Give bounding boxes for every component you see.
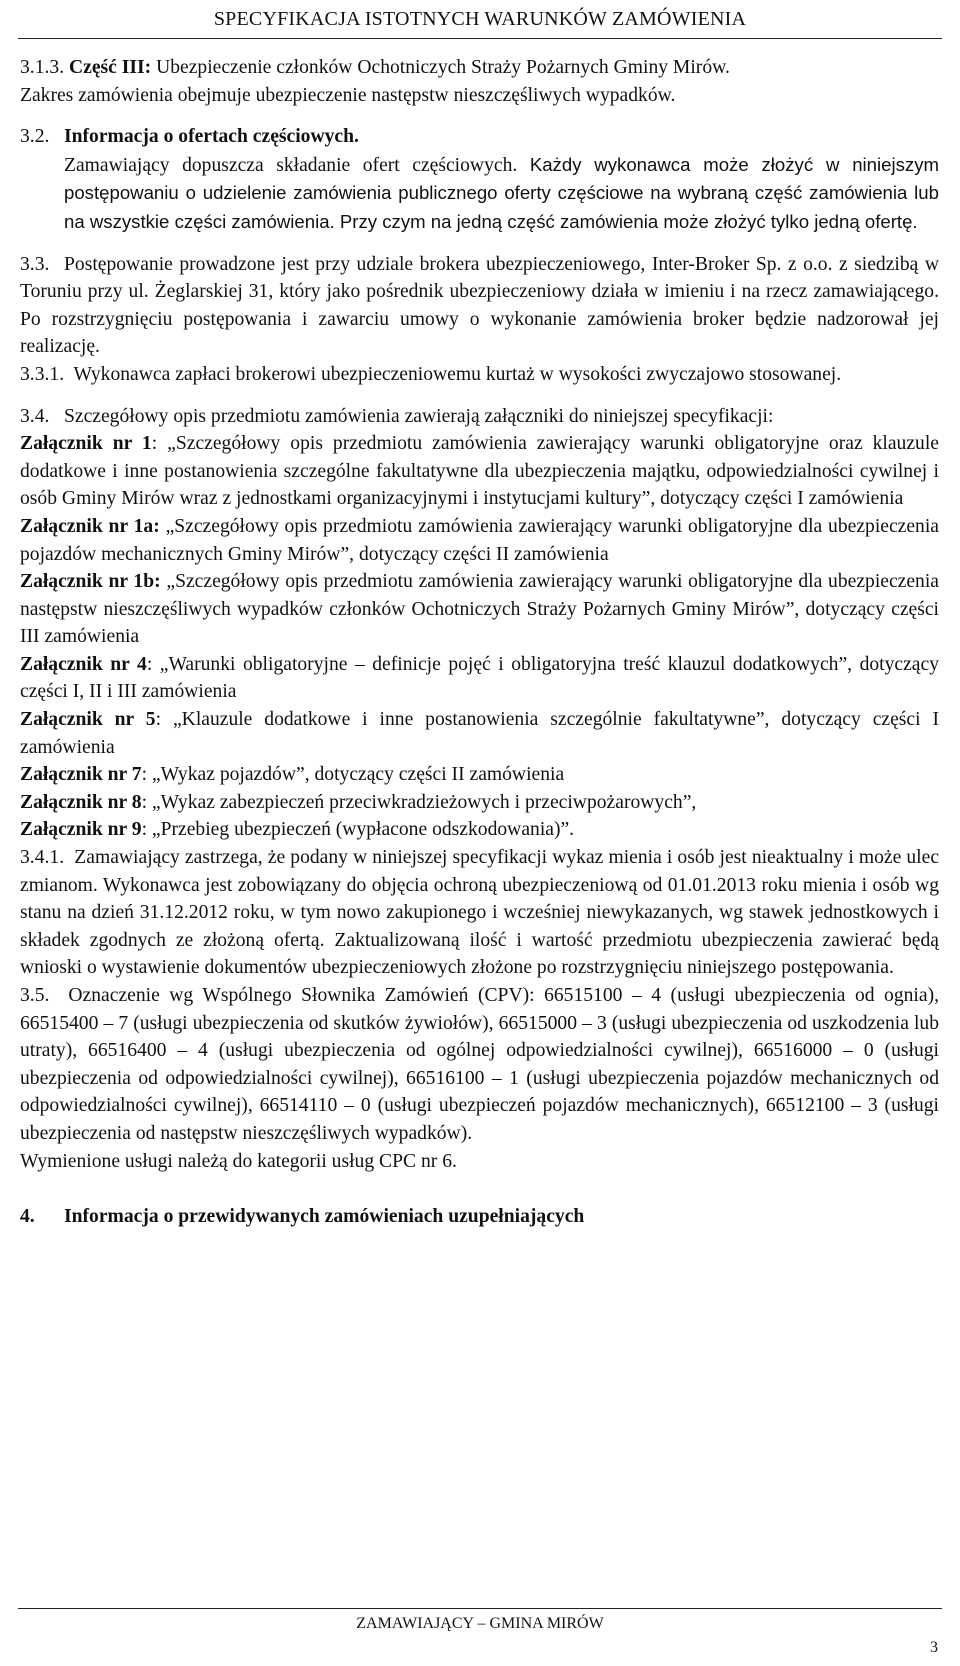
section-part-label: Część III: xyxy=(69,57,152,78)
attachment-label: Załącznik nr 1 xyxy=(20,433,152,455)
section-number: 3.5. xyxy=(20,985,50,1006)
section-text: Zamawiający dopuszcza składanie ofert częściowych. xyxy=(64,154,530,176)
section-number: 3.3.1. xyxy=(20,363,65,385)
attachment-label: Załącznik nr 7 xyxy=(20,764,142,786)
attachment-item xyxy=(20,568,939,651)
attachment-text: : „Wykaz pojazdów”, dotyczący części II zamówienia xyxy=(141,764,565,786)
attachment-label: Załącznik nr 1b: xyxy=(20,571,161,593)
attachment-label: Załącznik nr 5 xyxy=(20,709,156,731)
attachment-item xyxy=(20,761,939,789)
section-3-5 xyxy=(20,982,939,1148)
attachment-text: „Szczegółowy opis przedmiotu zamówienia zawierający warunki obligatoryjne dla ubezpieczenia następstw nieszczęśliwych wypadków członków Ochotniczych Straży Pożarnych Gminy Mirów”, dotyczący części III zamówienia xyxy=(20,571,939,648)
section-3-5-note: Wymienione usługi należą do kategorii usług CPC nr 6. xyxy=(20,1150,457,1172)
section-text: Oznaczenie wg Wspólnego Słownika Zamówień (CPV): 66515100 – 4 (usługi ubezpieczenia od ognia), 66515400 – 7 (usługi ubezpieczenia od skutków żywiołów), 66515000 – 3 (usługi ubezpieczenia od uszkodzenia lub utraty), 66516400 – 4 (usługi ubezpieczenia od ogólnej odpowiedzialności cywilnej), 66516000 – 0 (usługi ubezpieczenia od odpowiedzialności cywilnej), 66516100 – 1 (usługi ubezpieczenia pojazdów mechanicznych od odpowiedzialności cywilnej), 66514110 – 0 (usługi ubezpieczeń pojazdów mechanicznych), 66512100 – 3 (usługi ubezpieczenia od następstw nieszczęśliwych wypadków). xyxy=(20,985,939,1144)
section-title: Informacja o ofertach częściowych. xyxy=(64,126,359,148)
section-3-3 xyxy=(20,251,939,361)
attachment-item xyxy=(20,651,939,706)
section-number: 3.4. xyxy=(20,405,50,427)
attachment-text: : „Warunki obligatoryjne – definicje pojęć i obligatoryjna treść klauzul dodatkowych”, dotyczący części I, II i III zamówienia xyxy=(20,653,939,703)
section-text: Zamawiający zastrzega, że podany w niniejszej specyfikacji wykaz mienia i osób jest nieaktualny i może ulec zmianom. Wykonawca jest zobowiązany do objęcia ochroną ubezpieczeniową od 01.01.2013 roku mienia i osób wg stanu na dzień 31.12.2012 roku, w tym nowo zakupionego i wcześniej niewykazanych, wg stawek jednostkowych i składek zgodnych ze złożoną ofertą. Zaktualizowaną ilość i wartość przedmiotu ubezpieczenia zawierać będą wnioski o wystawienie dokumentów ubezpieczeniowych złożone po rozstrzygnięciu niniejszego postępowania. xyxy=(20,847,940,979)
attachment-label: Załącznik nr 1a: xyxy=(20,515,160,537)
section-3-4-intro xyxy=(20,403,939,431)
page-number: 3 xyxy=(930,1639,938,1656)
attachment-text: : „Przebieg ubezpieczeń (wypłacone odszkodowania)”. xyxy=(141,819,575,841)
attachment-text: „Szczegółowy opis przedmiotu zamówienia zawierający warunki obligatoryjne dla ubezpieczenia pojazdów mechanicznych Gminy Mirów”, dotyczący części II zamówienia xyxy=(20,515,939,565)
attachment-item xyxy=(20,789,939,817)
section-number: 3.2. xyxy=(20,126,50,148)
attachment-item xyxy=(20,430,939,513)
attachment-label: Załącznik nr 8 xyxy=(20,791,142,813)
section-text: Postępowanie prowadzone jest przy udziale brokera ubezpieczeniowego, Inter-Broker Sp. z o.o. z siedzibą w Toruniu przy ul. Żeglarskiej 31, który jako pośrednik ubezpieczeniowy działa w imieniu i na rzecz zamawiającego. Po rozstrzygnięciu postępowania i zawarciu umowy o wykonanie zamówienia broker będzie nadzorował jej realizację. xyxy=(20,253,939,358)
attachment-text: : „Szczegółowy opis przedmiotu zamówienia zawierający warunki obligatoryjne oraz klauzule dodatkowe i inne postanowienia szczególne fakultatywne dla ubezpieczenia majątku, odpowiedzialności cywilnej i osób Gminy Mirów wraz z jednostkami organizacyjnymi i instytucjami kultury”, dotyczący części I zamówienia xyxy=(20,433,939,510)
page-header: SPECYFIKACJA ISTOTNYCH WARUNKÓW ZAMÓWIENIA xyxy=(213,8,747,30)
section-text: Zakres zamówienia obejmuje ubezpieczenie następstw nieszczęśliwych wypadków. xyxy=(20,84,676,106)
section-3-1-3 xyxy=(20,54,939,109)
section-text: Szczegółowy opis przedmiotu zamówienia zawierają załączniki do niniejszej specyfikacji: xyxy=(64,405,774,427)
section-title: Informacja o przewidywanych zamówieniach uzupełniających xyxy=(64,1205,585,1227)
attachment-item xyxy=(20,706,939,761)
header-divider xyxy=(18,38,942,39)
footer-divider xyxy=(18,1608,942,1609)
attachment-item xyxy=(20,513,939,568)
section-number: 3.4.1. xyxy=(20,847,65,869)
section-4-heading xyxy=(20,1203,939,1231)
section-3-2-heading xyxy=(20,123,939,151)
attachment-text: : „Klauzule dodatkowe i inne postanowienia szczególnie fakultatywne”, dotyczący części I zamówienia xyxy=(20,709,939,758)
attachment-text: : „Wykaz zabezpieczeń przeciwkradzieżowych i przeciwpożarowych”, xyxy=(141,791,697,813)
attachment-label: Załącznik nr 4 xyxy=(20,653,147,675)
attachment-item xyxy=(20,816,939,844)
section-3-4-1 xyxy=(20,844,939,982)
section-3-2-body xyxy=(20,151,939,237)
section-text: Wykonawca zapłaci brokerowi ubezpieczeniowemu kurtaż w wysokości zwyczajowo stosowanej. xyxy=(73,363,842,385)
document-body xyxy=(20,54,939,1230)
section-text-sans: Każdy wykonawca może złożyć w niniejszym postępowaniu o udzielenie zamówienia publicznego oferty częściowe na wybraną część zamówienia lub na wszystkie części zamówienia. Przy czym na jedną część zamówienia może złożyć tylko jedną ofertę. xyxy=(64,153,939,232)
attachments-list xyxy=(20,430,939,844)
section-3-3-1 xyxy=(20,361,939,389)
attachment-label: Załącznik nr 9 xyxy=(20,819,142,841)
section-number: 4. xyxy=(20,1205,35,1227)
section-text: Ubezpieczenie członków Ochotniczych Straży Pożarnych Gminy Mirów. xyxy=(151,57,730,78)
section-number: 3.3. xyxy=(20,253,50,275)
section-number: 3.1.3. xyxy=(20,57,65,78)
page-footer: ZAMAWIAJĄCY – GMINA MIRÓW xyxy=(356,1615,604,1632)
